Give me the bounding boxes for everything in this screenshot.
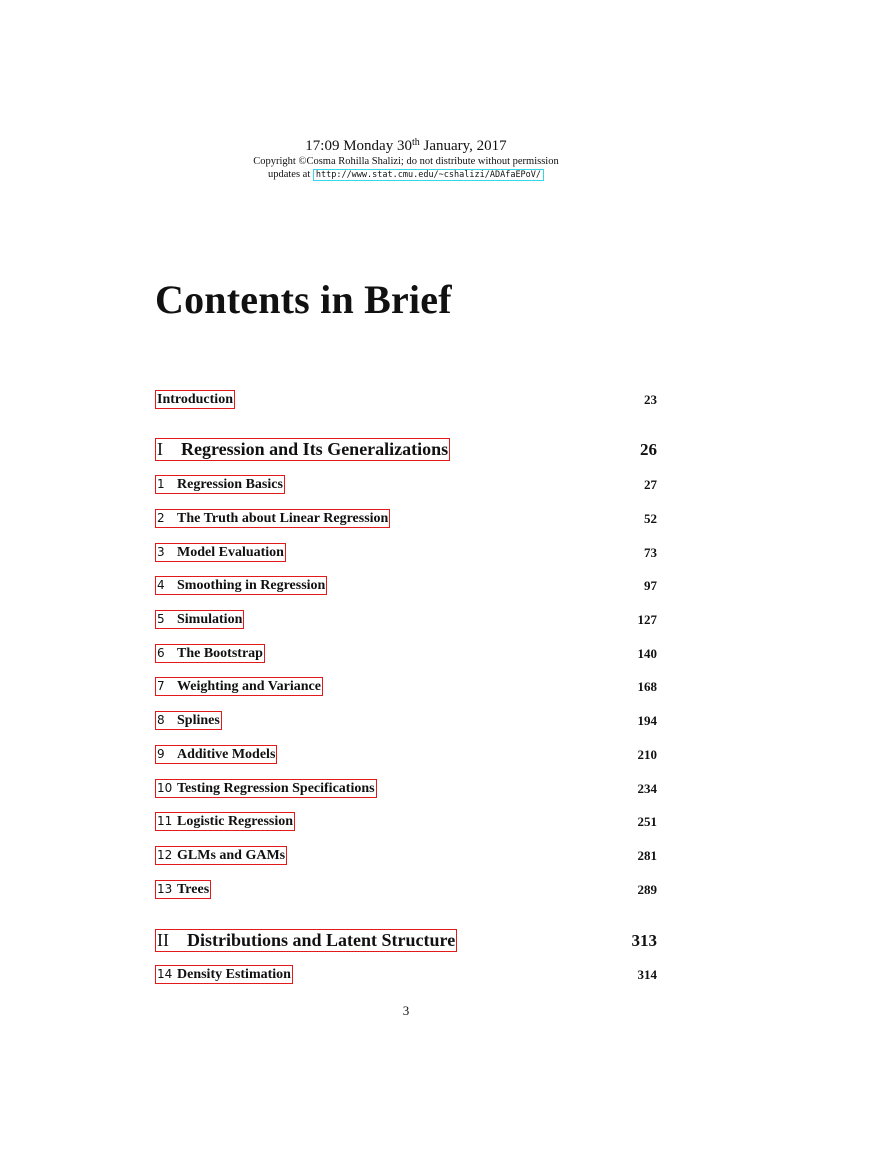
toc-row-chapter [155, 475, 657, 494]
toc-label: Distributions and Latent Structure [187, 930, 456, 950]
toc-link-chapter-12[interactable] [155, 846, 287, 865]
toc-row-chapter [155, 610, 657, 629]
toc-page-number: 26 [640, 439, 657, 459]
toc-label: The Truth about Linear Regression [177, 511, 389, 526]
toc-link-chapter-13[interactable] [155, 880, 211, 899]
toc-link-chapter-5[interactable] [155, 610, 244, 629]
toc-page-number: 251 [637, 813, 657, 829]
toc-page-number: 168 [637, 678, 657, 694]
toc-row-chapter [155, 711, 657, 730]
toc-label: Logistic Regression [177, 814, 294, 829]
header-updates [0, 168, 812, 182]
header-date-suffix: January, 2017 [419, 138, 507, 154]
toc-row-chapter [155, 677, 657, 696]
toc-row-chapter [155, 576, 657, 595]
page-title: Contents in Brief [155, 277, 452, 322]
toc-link-chapter-8[interactable] [155, 711, 222, 730]
toc-label: Regression and Its Generalizations [181, 439, 449, 459]
toc-label: Model Evaluation [177, 545, 284, 560]
toc-part-number: II [157, 930, 169, 950]
page-number: 3 [402, 1003, 410, 1018]
toc-chapter-number: 13 [157, 882, 173, 896]
toc-chapter-number: 12 [157, 848, 173, 862]
toc-link-chapter-9[interactable] [155, 745, 277, 764]
toc-page-number: 210 [637, 746, 657, 762]
toc-row-part-2 [155, 929, 657, 952]
toc-link-chapter-7[interactable] [155, 677, 323, 696]
toc-chapter-number: 11 [157, 814, 173, 828]
toc-page-number: 194 [637, 712, 657, 728]
toc-label: Smoothing in Regression [177, 578, 326, 593]
toc-page-number: 73 [644, 544, 657, 560]
toc-row-chapter [155, 644, 657, 663]
toc-link-chapter-14[interactable] [155, 965, 293, 984]
toc-chapter-number: 5 [157, 612, 165, 626]
toc-label: Density Estimation [177, 967, 291, 982]
toc-label: Introduction [157, 392, 233, 407]
toc-chapter-number: 6 [157, 646, 165, 660]
toc-label: Trees [177, 882, 210, 897]
toc-chapter-number: 8 [157, 713, 165, 727]
toc-label: Additive Models [177, 747, 276, 762]
toc-link-chapter-4[interactable] [155, 576, 327, 595]
toc-page-number: 127 [637, 611, 657, 627]
toc-page-number: 140 [637, 645, 657, 661]
toc-page-number: 52 [644, 510, 657, 526]
toc-row-chapter [155, 509, 657, 528]
page-header [0, 138, 812, 182]
updates-url-link[interactable]: http://www.stat.cmu.edu/~cshalizi/ADAfaEPoV/ [313, 169, 544, 181]
toc-row-chapter [155, 846, 657, 865]
copyright-text: Cosma Rohilla Shalizi; do not distribute without permission [306, 156, 559, 167]
toc-link-chapter-10[interactable] [155, 779, 377, 798]
toc-page-number: 27 [644, 476, 657, 492]
copyright-prefix: Copyright © [253, 156, 307, 167]
toc-chapter-number: 4 [157, 578, 165, 592]
toc-label: Splines [177, 713, 220, 728]
toc-row-chapter [155, 779, 657, 798]
toc-row-part-1 [155, 438, 657, 461]
toc-label: Weighting and Variance [177, 679, 321, 694]
toc-link-chapter-6[interactable] [155, 644, 265, 663]
header-date [0, 138, 812, 155]
toc-link-part-2[interactable] [155, 929, 457, 952]
toc-page-number: 289 [637, 881, 657, 897]
toc-row-chapter [155, 880, 657, 899]
toc-label: The Bootstrap [177, 646, 263, 661]
toc-label: GLMs and GAMs [177, 848, 286, 863]
toc-chapter-number: 14 [157, 967, 173, 981]
toc-link-chapter-2[interactable] [155, 509, 390, 528]
toc-label: Testing Regression Specifications [177, 781, 375, 796]
toc-label: Regression Basics [177, 477, 283, 492]
header-date-prefix: 17:09 Monday 30 [305, 138, 412, 154]
header-date-sup: th [411, 137, 420, 148]
toc-page-number: 314 [637, 966, 657, 982]
toc-page-number: 97 [644, 577, 657, 593]
toc-row-chapter [155, 965, 657, 984]
toc-link-part-1[interactable] [155, 438, 450, 461]
toc-page-number: 234 [637, 780, 657, 796]
toc-chapter-number: 9 [157, 747, 165, 761]
toc-chapter-number: 3 [157, 545, 165, 559]
toc-link-introduction[interactable] [155, 390, 235, 409]
toc-row-chapter [155, 543, 657, 562]
toc-chapter-number: 1 [157, 477, 165, 491]
toc-page-number: 281 [637, 847, 657, 863]
updates-label: updates at [267, 169, 311, 180]
header-copyright [0, 155, 812, 168]
toc-page-number: 23 [644, 391, 657, 407]
toc-link-chapter-1[interactable] [155, 475, 285, 494]
toc-row-introduction [155, 390, 657, 409]
toc-link-chapter-11[interactable] [155, 812, 295, 831]
toc-page-number: 313 [631, 930, 657, 950]
toc-chapter-number: 10 [157, 781, 173, 795]
toc-row-chapter [155, 812, 657, 831]
toc-link-chapter-3[interactable] [155, 543, 286, 562]
toc-chapter-number: 2 [157, 511, 165, 525]
toc-label: Simulation [177, 612, 243, 627]
toc-part-number: I [157, 439, 163, 459]
toc-chapter-number: 7 [157, 679, 165, 693]
toc-row-chapter [155, 745, 657, 764]
